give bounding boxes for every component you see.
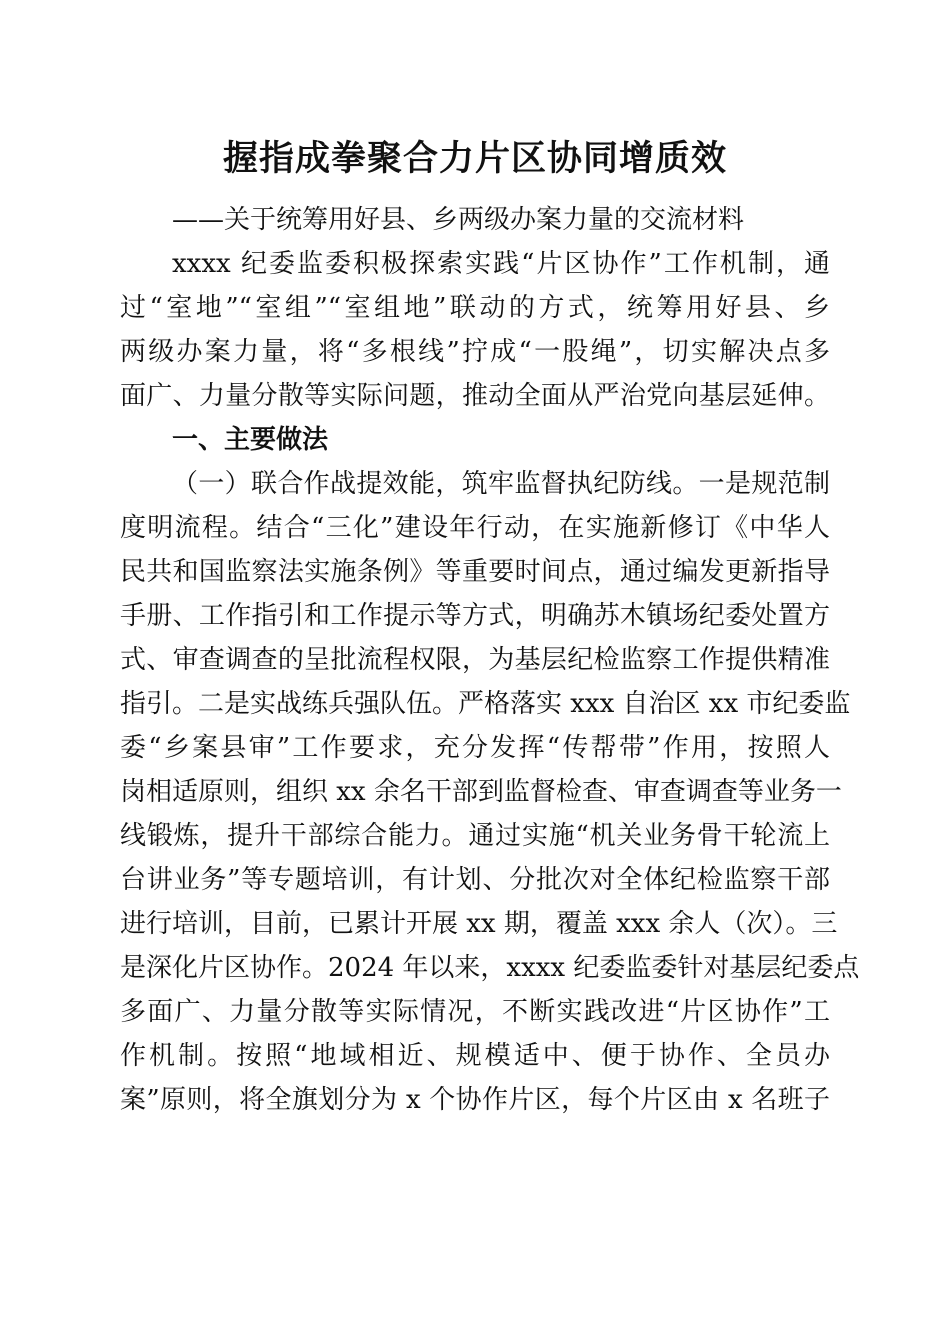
paragraph-line: 委“乡案县审”工作要求，充分发挥“传帮带”作用，按照人	[120, 733, 830, 763]
paragraph-line: 岗相适原则，组织 xx 余名干部到监督检查、审查调查等业务一	[120, 777, 842, 807]
paragraph-line: 度明流程。结合“三化”建设年行动，在实施新修订《中华人	[120, 513, 830, 543]
paragraph-line: 案”原则，将全旗划分为 x 个协作片区，每个片区由 x 名班子	[120, 1085, 830, 1115]
document-title: 握指成拳聚合力片区协同增质效	[222, 138, 727, 179]
paragraph-line: 面广、力量分散等实际问题，推动全面从严治党向基层延伸。	[120, 381, 830, 411]
paragraph-line: 民共和国监察法实施条例》等重要时间点，通过编发更新指导	[120, 557, 830, 587]
paragraph-line: 线锻炼，提升干部综合能力。通过实施“机关业务骨干轮流上	[120, 821, 830, 851]
section-heading: 一、主要做法	[172, 425, 329, 455]
paragraph-line: 进行培训，目前，已累计开展 xx 期，覆盖 xxx 余人（次）。三	[120, 909, 838, 939]
subtitle: ——关于统筹用好县、乡两级办案力量的交流材料	[172, 205, 745, 235]
paragraph-line: 手册、工作指引和工作提示等方式，明确苏木镇场纪委处置方	[120, 601, 830, 631]
paragraph-line: 两级办案力量，将“多根线”拧成“一股绳”，切实解决点多	[120, 337, 830, 367]
paragraph-line: xxxx 纪委监委积极探索实践“片区协作”工作机制，通	[172, 249, 830, 279]
paragraph-line: 多面广、力量分散等实际情况，不断实践改进“片区协作”工	[120, 997, 830, 1027]
paragraph-line: 台讲业务”等专题培训，有计划、分批次对全体纪检监察干部	[120, 865, 830, 895]
paragraph-line: 过“室地”“室组”“室组地”联动的方式，统筹用好县、乡	[120, 293, 830, 323]
paragraph-line: 作机制。按照“地域相近、规模适中、便于协作、全员办	[120, 1041, 830, 1071]
document-body	[120, 198, 860, 1122]
paragraph-line: （一）联合作战提效能，筑牢监督执纪防线。一是规范制	[172, 469, 830, 499]
paragraph-line: 指引。二是实战练兵强队伍。严格落实 xxx 自治区 xx 市纪委监	[120, 689, 851, 719]
paragraph-line: 式、审查调查的呈批流程权限，为基层纪检监察工作提供精准	[120, 645, 830, 675]
paragraph-line: 是深化片区协作。2024 年以来，xxxx 纪委监委针对基层纪委点	[120, 953, 860, 983]
